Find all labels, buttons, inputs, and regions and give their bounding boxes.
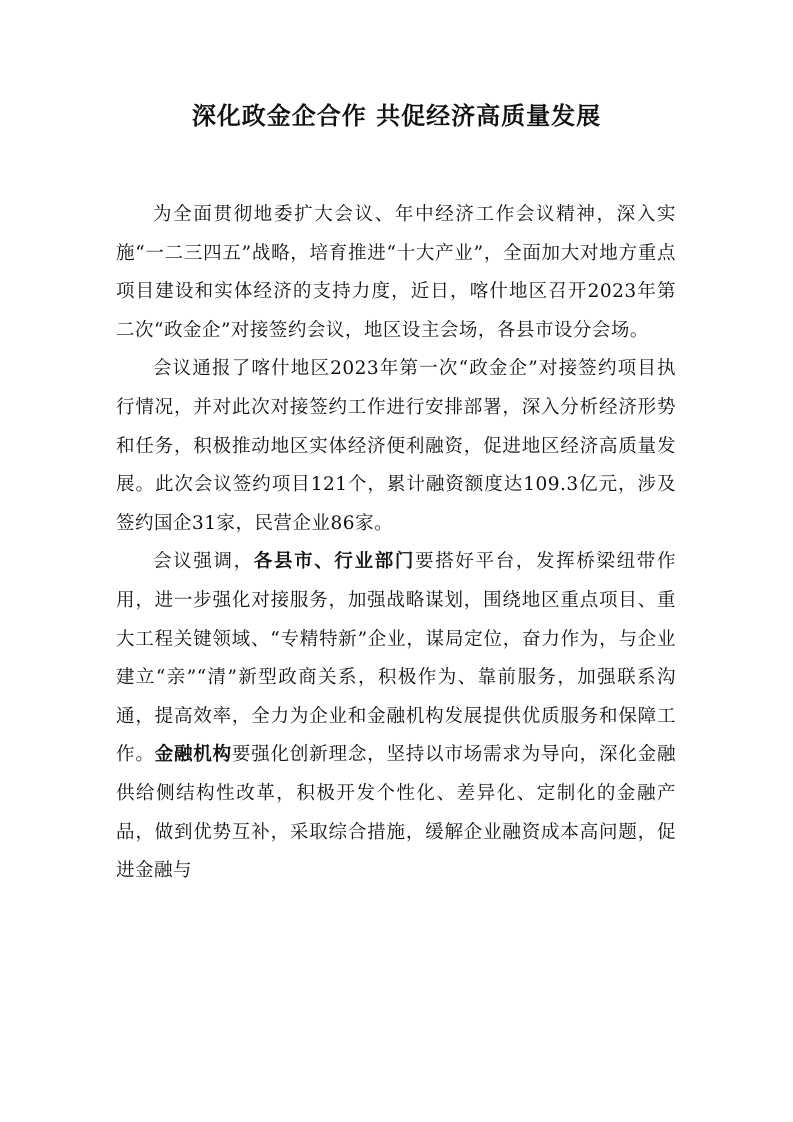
paragraph-3 (116, 543, 676, 890)
paragraph-3-end: 要强化创新理念，坚持以市场需求为导向，深化金融供给侧结构性改革，积极开发个性化、差异化、定制化的金融产品，做到优势互补，采取综合措施，缓解企业融资成本高问题，促进金融与 (116, 744, 676, 882)
paragraph-1: 为全面贯彻地委扩大会议、年中经济工作会议精神，深入实施“一二三四五”战略，培育推进“十大产业”，全面加大对地方重点项目建设和实体经济的支持力度，近日，喀什地区召开2023年第二次“政金企”对接签约会议，地区设主会场，各县市设分会场。 (116, 204, 676, 341)
paragraph-3-intro: 会议强调， (153, 551, 254, 573)
paragraph-3-middle: 要搭好平台，发挥桥梁纽带作用，进一步强化对接服务，加强战略谋划，围绕地区重点项目、重大工程关键领域、“专精特新”企业，谋局定位，奋力作为，与企业建立“亲”“清”新型政商关系，积极作为、靠前服务，加强联系沟通，提高效率，全力为企业和金融机构发展提供优质服务和保障工作。 (116, 551, 676, 766)
emphasis-county-departments: 各县市、行业部门 (253, 551, 416, 573)
document-body (116, 196, 676, 891)
emphasis-financial-institutions: 金融机构 (154, 744, 232, 766)
document-title: 深化政金企合作 共促经济高质量发展 (191, 101, 602, 130)
paragraph-2: 会议通报了喀什地区2023年第一次“政金企”对接签约项目执行情况，并对此次对接签约工作进行安排部署，深入分析经济形势和任务，积极推动地区实体经济便利融资，促进地区经济高质量发展。此次会议签约项目121个，累计融资额度达109.3亿元，涉及签约国企31家，民营企业86家。 (116, 358, 676, 534)
